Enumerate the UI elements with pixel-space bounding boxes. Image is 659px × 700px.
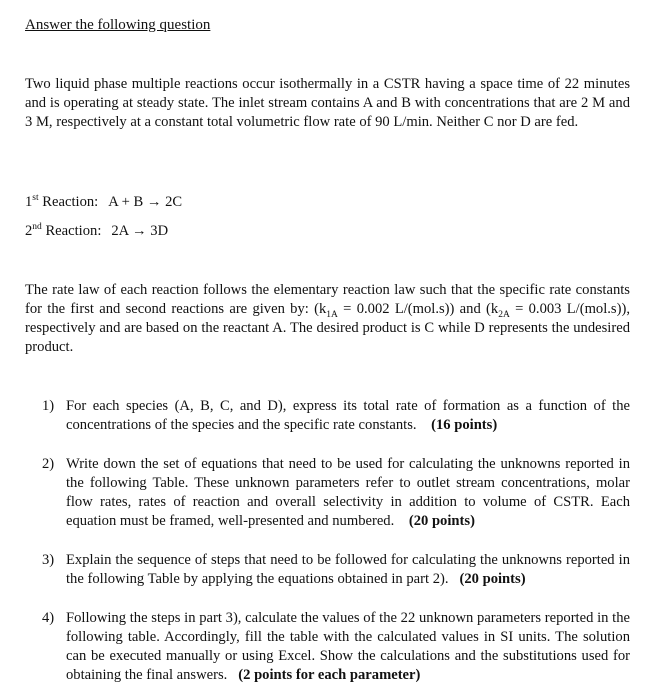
question-2 (42, 455, 630, 531)
k1-subscript: 1A (326, 309, 338, 320)
question-text: For each species (A, B, C, and D), express its total rate of formation as a function of the concentrations of the species and the specific rate constants. (66, 398, 630, 433)
reaction-equation: 2A → 3D (111, 223, 169, 239)
reaction-ordinal: st (32, 193, 39, 204)
reaction-2 (25, 222, 168, 241)
rate-law-text-c: = 0.003 L/(mol.s)), respectively and are based on the reactant A. The desired product is C while D represents the undesired product. (25, 301, 630, 355)
problem-intro: Two liquid phase multiple reactions occur isothermally in a CSTR having a space time of 22 minutes and is operating at steady state. The inlet stream contains A and B with concentrations that are 2 M and 3 M, respectively at a constant total volumetric flow rate of 90 L/min. Neither C nor D are fed. (25, 76, 630, 130)
question-1 (42, 397, 630, 435)
question-4 (42, 609, 630, 685)
question-text: Following the steps in part 3), calculate the values of the 22 unknown parameters reported in the following table. Accordingly, fill the table with the calculated values in SI units. The solution can be executed manually or using Excel. Show the calculations and the substitutions used for obtaining the final answers. (66, 610, 630, 683)
reaction-1 (25, 193, 182, 212)
question-number: 4) (42, 610, 55, 626)
question-number: 1) (42, 398, 55, 414)
question-number: 3) (42, 552, 55, 568)
reaction-equation: A + B → 2C (108, 194, 183, 210)
page-heading: Answer the following question (25, 17, 211, 33)
rate-law-text-b: = 0.002 L/(mol.s)) and (k (337, 301, 499, 317)
question-text: Write down the set of equations that need to be used for calculating the unknowns reported in the following Table. These unknown parameters refer to outlet stream concentrations, molar flow rates, rates of reaction and overall selectivity in addition to volume of CSTR. Each equation must be framed, well-presented and numbered. (66, 456, 630, 529)
reaction-number: 2 (25, 223, 33, 239)
question-points: (20 points) (408, 513, 475, 529)
reaction-number: 1 (25, 194, 33, 210)
rate-law-text-a: The rate law of each reaction follows the elementary reaction law such that the specific rate constants for the first and second reactions are given by: (k (25, 282, 630, 317)
rate-law-paragraph (25, 281, 630, 357)
reaction-label: Reaction: (41, 223, 102, 239)
question-points: (16 points) (431, 417, 498, 433)
question-text: Explain the sequence of steps that need to be followed for calculating the unknowns reported in the following Table by applying the equations obtained in part 2). (66, 552, 630, 587)
question-points: (20 points) (459, 571, 526, 587)
reaction-label: Reaction: (38, 194, 99, 210)
k2-subscript: 2A (498, 309, 510, 320)
question-points: (2 points for each parameter) (238, 667, 421, 683)
reaction-ordinal: nd (32, 222, 42, 233)
question-number: 2) (42, 456, 55, 472)
question-3 (42, 551, 630, 589)
